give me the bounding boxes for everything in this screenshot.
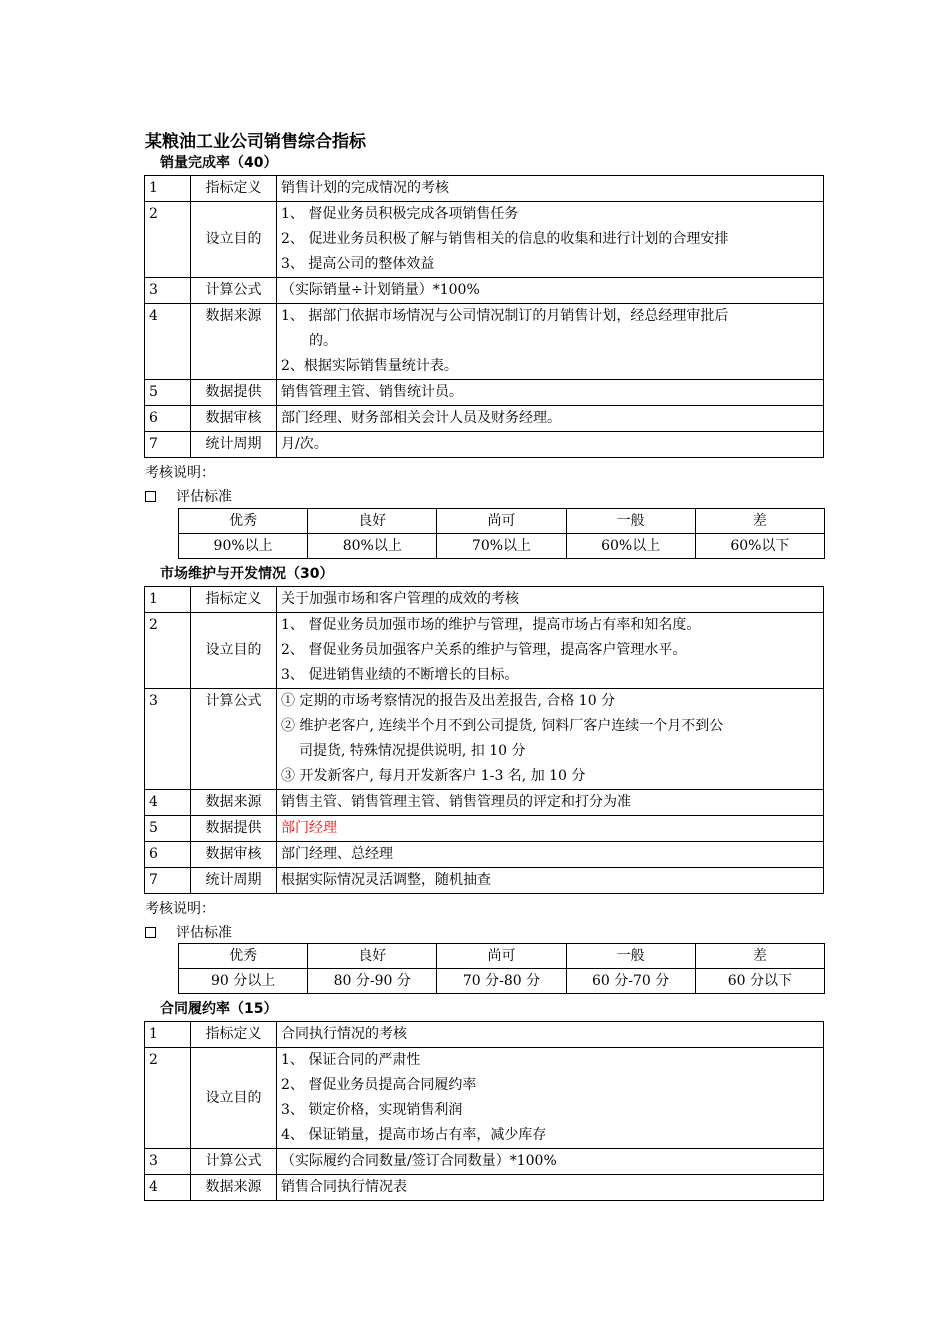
table-row	[145, 842, 824, 868]
grade-value: 90%以上	[179, 534, 308, 559]
row-number: 3	[145, 278, 191, 304]
row-value	[277, 613, 824, 689]
table-row	[145, 1022, 824, 1048]
table-row	[179, 969, 825, 994]
row-value	[277, 304, 824, 380]
row-number: 6	[145, 406, 191, 432]
grade-header: 优秀	[179, 509, 308, 534]
row-label: 计算公式	[191, 278, 277, 304]
value-line: 司提货, 特殊情况提供说明, 扣 10 分	[299, 743, 526, 759]
grade-value: 60%以下	[695, 534, 824, 559]
grade-value: 90 分以上	[179, 969, 308, 994]
table-row	[145, 587, 824, 613]
table-row	[145, 868, 824, 894]
value-line: ② 维护老客户, 连续半个月不到公司提货, 饲料厂客户连续一个月不到公	[281, 718, 724, 734]
grade-header: 良好	[308, 509, 437, 534]
row-value	[277, 1149, 824, 1175]
grade-header: 优秀	[179, 944, 308, 969]
row-label: 设立目的	[191, 613, 277, 689]
grade-value: 80%以上	[308, 534, 437, 559]
indicator-table	[144, 1021, 824, 1201]
row-label: 指标定义	[191, 176, 277, 202]
value-line: 2、 促进业务员积极了解与销售相关的信息的收集和进行计划的合理安排	[281, 231, 729, 247]
row-value	[277, 278, 824, 304]
table-row	[179, 534, 825, 559]
row-label: 计算公式	[191, 689, 277, 790]
table-row	[179, 509, 825, 534]
table-row	[145, 304, 824, 380]
value-line: 2、 督促业务员加强客户关系的维护与管理，提高客户管理水平。	[281, 642, 687, 658]
value-line: 关于加强市场和客户管理的成效的考核	[281, 591, 519, 607]
value-line: 1、 据部门依据市场情况与公司情况制订的月销售计划，经总经理审批后	[281, 308, 729, 324]
value-line: 部门经理、总经理	[281, 846, 393, 862]
document-title: 某粮油工业公司销售综合指标	[145, 132, 366, 152]
row-value	[277, 816, 824, 842]
indicator-table	[144, 175, 824, 458]
value-line: （实际销量÷计划销量）*100%	[281, 282, 480, 298]
grade-value: 60 分以下	[695, 969, 824, 994]
grade-value: 80 分-90 分	[308, 969, 437, 994]
section-heading: 市场维护与开发情况（30）	[160, 566, 334, 582]
row-number: 4	[145, 304, 191, 380]
row-value	[277, 380, 824, 406]
grade-header: 一般	[566, 944, 695, 969]
table-row	[145, 406, 824, 432]
assessment-note: 考核说明：	[145, 901, 215, 917]
grade-header: 良好	[308, 944, 437, 969]
row-value	[277, 868, 824, 894]
criteria-label: 评估标准	[176, 489, 232, 505]
row-value	[277, 689, 824, 790]
value-line: 月/次。	[281, 436, 328, 452]
value-line: 销售主管、销售管理主管、销售管理员的评定和打分为准	[281, 794, 631, 810]
row-label: 数据来源	[191, 304, 277, 380]
table-row	[145, 1048, 824, 1149]
value-line: 3、 锁定价格，实现销售利润	[281, 1102, 463, 1118]
row-value	[277, 202, 824, 278]
row-value	[277, 587, 824, 613]
section-heading: 销量完成率（40）	[160, 155, 278, 171]
value-line: ③ 开发新客户, 每月开发新客户 1-3 名, 加 10 分	[281, 768, 586, 784]
row-label: 数据提供	[191, 816, 277, 842]
checkbox-bullet-icon	[145, 927, 156, 938]
table-row	[145, 1149, 824, 1175]
table-row	[145, 432, 824, 458]
grade-value: 60%以上	[566, 534, 695, 559]
row-number: 5	[145, 816, 191, 842]
value-line: 1、 保证合同的严肃性	[281, 1052, 421, 1068]
row-label: 计算公式	[191, 1149, 277, 1175]
value-line: 合同执行情况的考核	[281, 1026, 407, 1042]
table-row	[179, 944, 825, 969]
value-line: 销售管理主管、销售统计员。	[281, 384, 463, 400]
row-number: 5	[145, 380, 191, 406]
value-line: 的。	[309, 333, 337, 349]
grade-header: 差	[695, 509, 824, 534]
row-number: 7	[145, 432, 191, 458]
value-line: 3、 提高公司的整体效益	[281, 256, 435, 272]
value-line: 销售合同执行情况表	[281, 1179, 407, 1195]
value-line: 2、根据实际销售量统计表。	[281, 358, 458, 374]
row-label: 指标定义	[191, 587, 277, 613]
row-number: 7	[145, 868, 191, 894]
table-row	[145, 1175, 824, 1201]
value-line: 2、 督促业务员提高合同履约率	[281, 1077, 477, 1093]
row-value	[277, 842, 824, 868]
criteria-label-row	[145, 922, 232, 942]
value-line: （实际履约合同数量/签订合同数量）*100%	[281, 1153, 557, 1169]
section-heading: 合同履约率（15）	[160, 1001, 278, 1017]
indicator-table	[144, 586, 824, 894]
value-line-highlighted: 部门经理	[281, 820, 337, 836]
value-line: 1、 督促业务员加强市场的维护与管理，提高市场占有率和知名度。	[281, 617, 701, 633]
row-value	[277, 406, 824, 432]
row-number: 4	[145, 1175, 191, 1201]
row-value	[277, 1175, 824, 1201]
value-line: ① 定期的市场考察情况的报告及出差报告, 合格 10 分	[281, 693, 616, 709]
row-label: 设立目的	[191, 1048, 277, 1149]
row-label: 指标定义	[191, 1022, 277, 1048]
grade-header: 尚可	[437, 944, 566, 969]
row-number: 2	[145, 613, 191, 689]
row-number: 1	[145, 587, 191, 613]
value-line: 1、 督促业务员积极完成各项销售任务	[281, 206, 519, 222]
row-label: 数据审核	[191, 842, 277, 868]
row-value	[277, 1048, 824, 1149]
table-row	[145, 278, 824, 304]
criteria-label: 评估标准	[176, 925, 232, 941]
grade-value: 70 分-80 分	[437, 969, 566, 994]
row-label: 数据提供	[191, 380, 277, 406]
value-line: 部门经理、财务部相关会计人员及财务经理。	[281, 410, 561, 426]
row-number: 6	[145, 842, 191, 868]
row-number: 1	[145, 176, 191, 202]
row-number: 2	[145, 202, 191, 278]
evaluation-standards-table	[178, 943, 825, 994]
table-row	[145, 613, 824, 689]
row-label: 设立目的	[191, 202, 277, 278]
grade-header: 一般	[566, 509, 695, 534]
grade-header: 差	[695, 944, 824, 969]
row-value	[277, 176, 824, 202]
value-line: 根据实际情况灵活调整，随机抽查	[281, 872, 491, 888]
row-value	[277, 1022, 824, 1048]
row-value	[277, 790, 824, 816]
checkbox-bullet-icon	[145, 491, 156, 502]
value-line: 3、 促进销售业绩的不断增长的目标。	[281, 667, 519, 683]
row-value	[277, 432, 824, 458]
grade-value: 60 分-70 分	[566, 969, 695, 994]
row-label: 统计周期	[191, 432, 277, 458]
row-number: 3	[145, 1149, 191, 1175]
assessment-note: 考核说明：	[145, 465, 215, 481]
grade-value: 70%以上	[437, 534, 566, 559]
row-label: 数据来源	[191, 1175, 277, 1201]
row-number: 4	[145, 790, 191, 816]
row-number: 3	[145, 689, 191, 790]
table-row	[145, 380, 824, 406]
row-label: 数据审核	[191, 406, 277, 432]
row-number: 2	[145, 1048, 191, 1149]
row-label: 统计周期	[191, 868, 277, 894]
table-row	[145, 790, 824, 816]
table-row	[145, 176, 824, 202]
value-line: 销售计划的完成情况的考核	[281, 180, 449, 196]
row-label: 数据来源	[191, 790, 277, 816]
criteria-label-row	[145, 486, 232, 506]
row-number: 1	[145, 1022, 191, 1048]
value-line: 4、 保证销量，提高市场占有率，减少库存	[281, 1127, 547, 1143]
grade-header: 尚可	[437, 509, 566, 534]
table-row	[145, 202, 824, 278]
table-row	[145, 689, 824, 790]
evaluation-standards-table	[178, 508, 825, 559]
table-row	[145, 816, 824, 842]
